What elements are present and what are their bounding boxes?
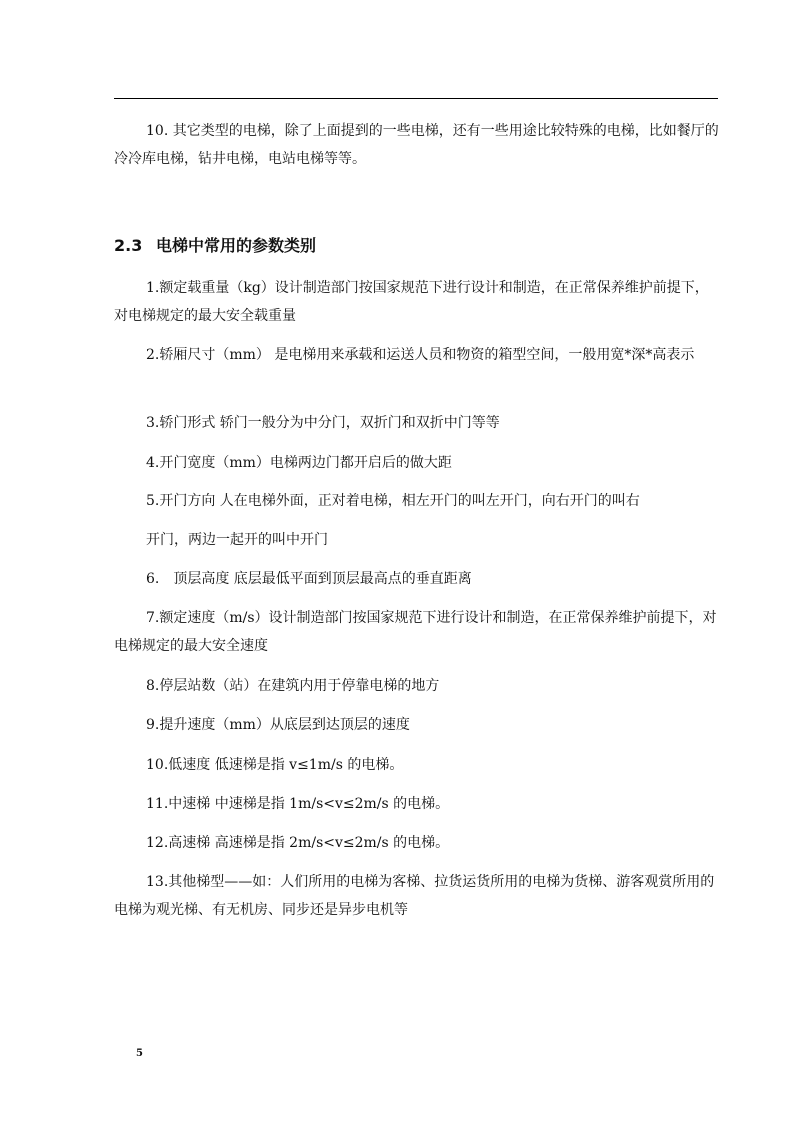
- list-item: 11.中速梯 中速梯是指 1m/s<v≤2m/s 的电梯。: [146, 796, 450, 812]
- section-number: 2.3: [114, 236, 143, 255]
- list-item: 开门，两边一起开的叫中开门: [146, 532, 328, 548]
- list-item: 5.开门方向 人在电梯外面，正对着电梯，相左开门的叫左开门，向右开门的叫右: [146, 493, 640, 509]
- list-item: 7.额定速度（m/s）设计制造部门按国家规范下进行设计和制造，在正常保养维护前提下，对电梯规定的最大安全速度: [114, 610, 717, 654]
- section-heading: [114, 234, 718, 258]
- list-item: 12.高速梯 高速梯是指 2m/s<v≤2m/s 的电梯。: [146, 835, 450, 851]
- list-item: 13.其他梯型——如：人们所用的电梯为客梯、拉货运货所用的电梯为货梯、游客观赏所用的电梯为观光梯、有无机房、同步还是异步电机等: [114, 874, 715, 918]
- paragraph-other-elevator-types: 10. 其它类型的电梯，除了上面提到的一些电梯，还有一些用途比较特殊的电梯，比如餐厅的冷冷库电梯，钻井电梯，电站电梯等等。: [114, 123, 719, 167]
- list-item: 3.轿门形式 轿门一般分为中分门，双折门和双折中门等等: [146, 415, 500, 431]
- list-item: 2.轿厢尺寸（mm） 是电梯用来承载和运送人员和物资的箱型空间，一般用宽*深*高表示: [146, 347, 695, 363]
- list-item: 6. 顶层高度 底层最低平面到顶层最高点的垂直距离: [146, 571, 472, 587]
- list-item: 4.开门宽度（mm）电梯两边门都开启后的做大距: [146, 455, 452, 471]
- list-item: 10.低速度 低速梯是指 v≤1m/s 的电梯。: [146, 757, 404, 773]
- section-title: 电梯中常用的参数类别: [156, 236, 317, 255]
- list-item: 1.额定载重量（kg）设计制造部门按国家规范下进行设计和制造，在正常保养维护前提下，对电梯规定的最大安全载重量: [114, 280, 709, 324]
- list-item: 9.提升速度（mm）从底层到达顶层的速度: [146, 717, 410, 733]
- header-rule: [114, 98, 718, 99]
- list-item: 8.停层站数（站）在建筑内用于停靠电梯的地方: [146, 678, 440, 694]
- page-number: 5: [136, 1048, 143, 1059]
